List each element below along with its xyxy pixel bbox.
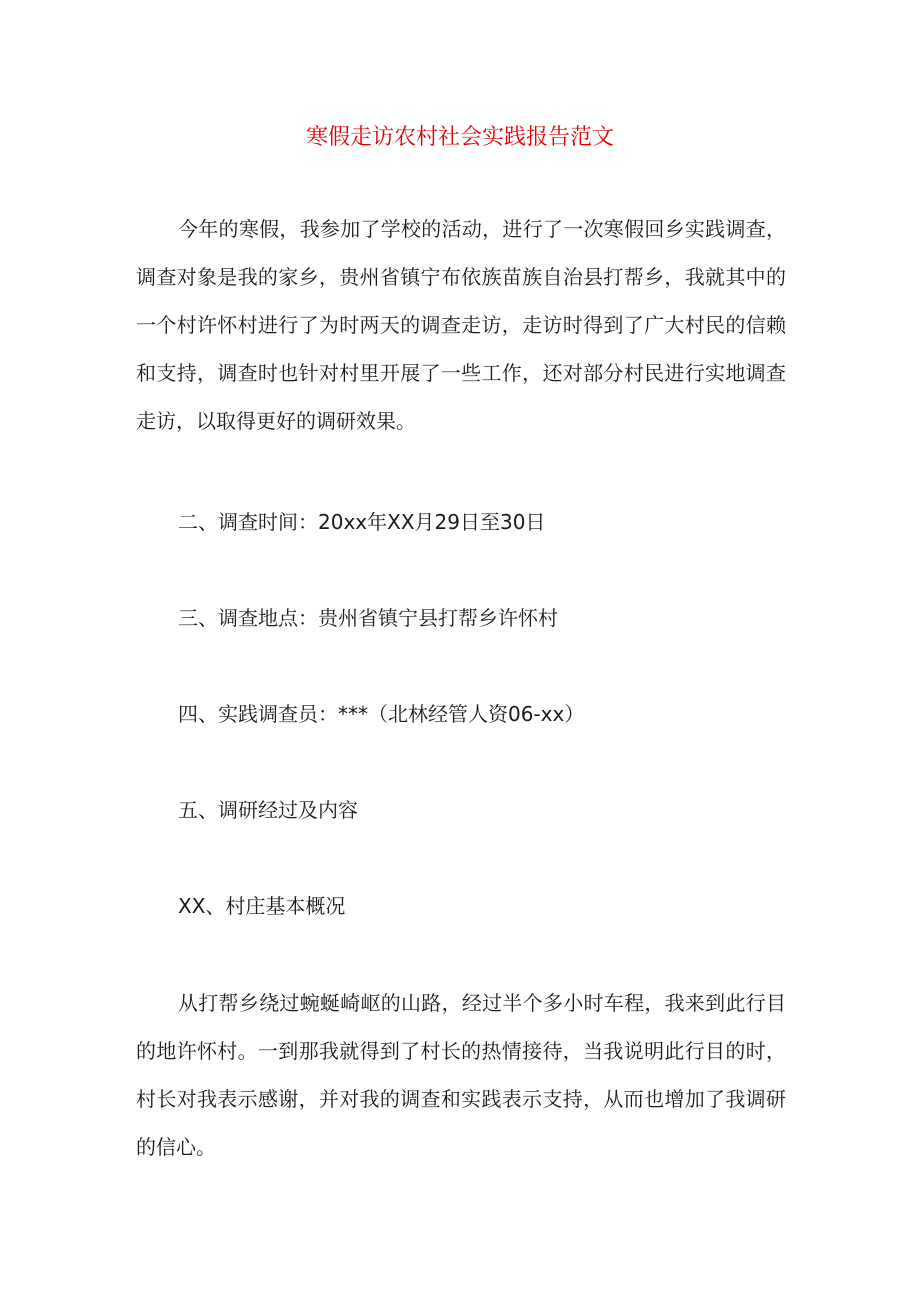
intro-paragraph: 今年的寒假，我参加了学校的活动，进行了一次寒假回乡实践调查，调查对象是我的家乡，贵州省镇宁布依族苗族自治县打帮乡，我就其中的一个村许怀村进行了为时两天的调查走访，走访时得到了广大村民的信赖和支持，调查时也针对村里开展了一些工作，还对部分村民进行实地调查走访，以取得更好的调研效果。 (136, 217, 786, 433)
village-overview-heading: XX、村庄基本概况 (178, 894, 346, 918)
survey-time: 二、调查时间：20xx年XX月29日至30日 (178, 510, 546, 534)
research-process-heading: 五、调研经过及内容 (178, 798, 358, 822)
survey-location: 三、调查地点：贵州省镇宁县打帮乡许怀村 (178, 606, 558, 630)
body-paragraph: 从打帮乡绕过蜿蜒崎岖的山路，经过半个多小时车程，我来到此行目的地许怀村。一到那我就得到了村长的热情接待，当我说明此行目的时，村长对我表示感谢，并对我的调查和实践表示支持，从而也增加了我调研的信心。 (136, 991, 786, 1159)
survey-staff: 四、实践调查员：***（北林经管人资06-xx） (178, 702, 585, 726)
document-title: 寒假走访农村社会实践报告范文 (305, 125, 614, 150)
